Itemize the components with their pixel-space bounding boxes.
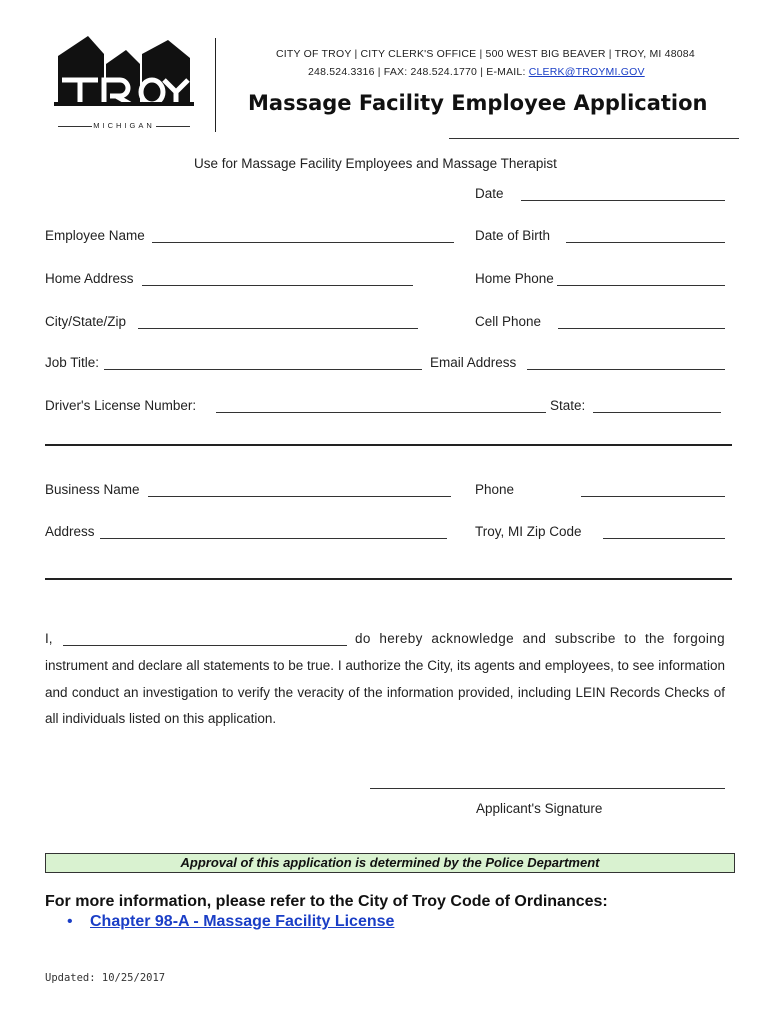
state-label: State:	[550, 398, 586, 413]
contact-numbers: 248.524.3316 | FAX: 248.524.1770 | E-MAIL:	[308, 66, 526, 78]
ack-prefix: I,	[45, 631, 53, 646]
signature-field[interactable]	[370, 788, 725, 789]
date-field[interactable]	[521, 200, 725, 201]
home-address-label: Home Address	[45, 271, 134, 286]
employee-name-label: Employee Name	[45, 228, 145, 243]
employee-name-field[interactable]	[152, 242, 454, 243]
more-info-bullet: •	[67, 913, 73, 930]
section-divider-1	[45, 444, 732, 446]
logo-subtext: MICHIGAN	[93, 121, 155, 130]
business-address-field[interactable]	[100, 538, 447, 539]
home-phone-field[interactable]	[557, 285, 725, 286]
approval-box	[45, 853, 735, 873]
more-info-heading: For more information, please refer to the City of Troy Code of Ordinances:	[45, 893, 608, 910]
form-subtitle: Use for Massage Facility Employees and Massage Therapist	[194, 156, 557, 171]
dl-field[interactable]	[216, 412, 546, 413]
business-address-label: Address	[45, 524, 95, 539]
email-label: Email Address	[430, 355, 517, 370]
signature-label: Applicant's Signature	[476, 801, 603, 816]
home-address-field[interactable]	[142, 285, 413, 286]
dob-field[interactable]	[566, 242, 725, 243]
state-field[interactable]	[593, 412, 721, 413]
header-info-line2	[308, 66, 645, 78]
business-phone-label: Phone	[475, 482, 515, 497]
dob-label: Date of Birth	[475, 228, 551, 243]
job-title-field[interactable]	[104, 369, 422, 370]
clerk-email-link[interactable]: CLERK@TROYMI.GOV	[528, 66, 645, 78]
header-underline	[449, 138, 739, 139]
page-title: Massage Facility Employee Application	[248, 91, 708, 115]
cell-phone-field[interactable]	[558, 328, 725, 329]
business-name-label: Business Name	[45, 482, 140, 497]
email-field[interactable]	[527, 369, 725, 370]
troy-zip-label: Troy, MI Zip Code	[475, 524, 582, 539]
header-info-line1: CITY OF TROY | CITY CLERK'S OFFICE | 500 WEST BIG BEAVER | TROY, MI 48084	[276, 48, 695, 60]
troy-logo-graphic	[54, 34, 194, 134]
approval-note: Approval of this application is determined by the Police Department	[180, 855, 600, 870]
dl-label: Driver's License Number:	[45, 398, 197, 413]
updated-date: Updated: 10/25/2017	[45, 972, 166, 984]
section-divider-2	[45, 578, 732, 580]
business-name-field[interactable]	[148, 496, 451, 497]
city-state-zip-field[interactable]	[138, 328, 418, 329]
city-state-zip-label: City/State/Zip	[45, 314, 127, 329]
ack-body: instrument and declare all statements to be true. I authorize the City, its agents and employees, to see information and conduct an investigation to verify the veracity of the information provided, including LEIN Records Checks of all individuals listed on this application.	[45, 658, 725, 726]
business-phone-field[interactable]	[581, 496, 725, 497]
header-divider	[215, 38, 216, 132]
zip-code-field[interactable]	[603, 538, 725, 539]
troy-logo	[54, 34, 194, 134]
ack-line1: do hereby acknowledge and subscribe to the forgoing	[355, 631, 725, 646]
ack-name-field[interactable]	[63, 645, 347, 646]
cell-phone-label: Cell Phone	[475, 314, 542, 329]
home-phone-label: Home Phone	[475, 271, 554, 286]
chapter-98a-link[interactable]: Chapter 98-A - Massage Facility License	[90, 913, 395, 930]
job-title-label: Job Title:	[45, 355, 100, 370]
date-label: Date	[475, 186, 504, 201]
